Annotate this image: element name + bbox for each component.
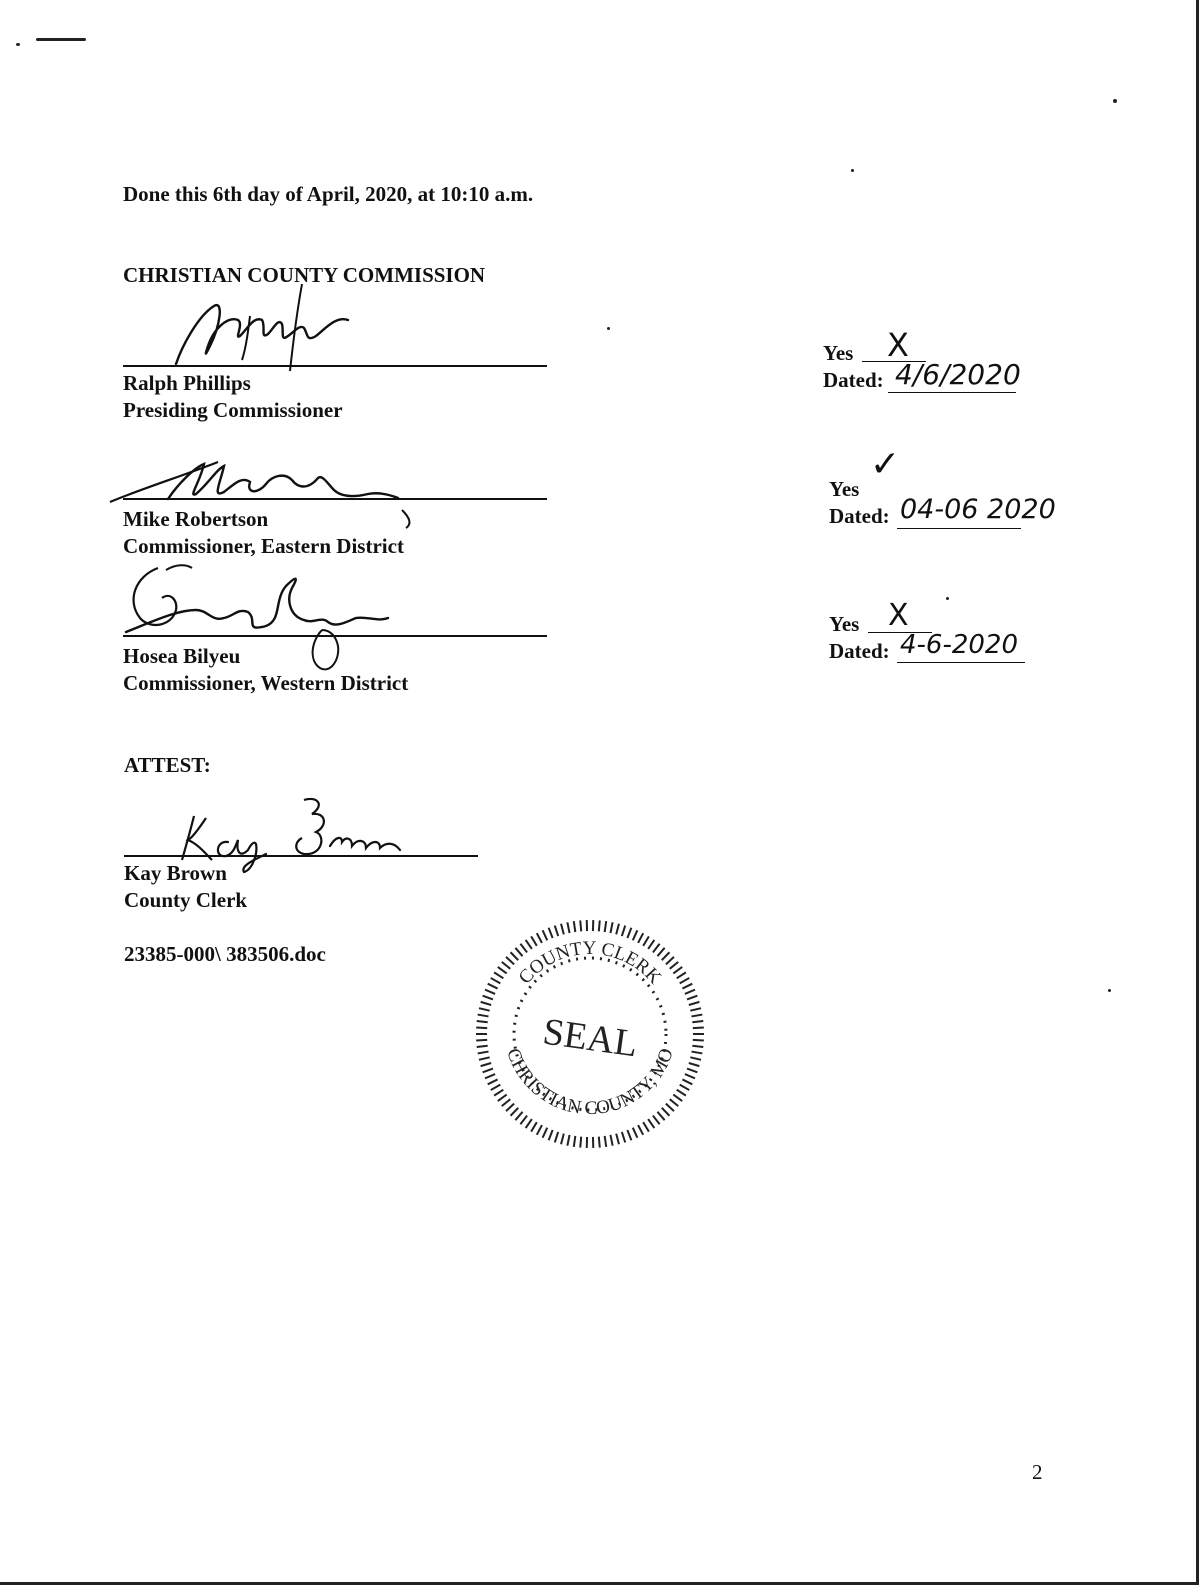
seal-tick (670, 1099, 679, 1106)
seal-tick (673, 967, 682, 973)
vote-mark: X (888, 598, 909, 633)
seal-tick (693, 1027, 704, 1028)
signature-line (123, 365, 547, 367)
seal-tick (476, 1027, 487, 1028)
seal-tick (670, 962, 679, 969)
seal-tick (643, 1122, 649, 1131)
seal-tick (502, 1099, 511, 1106)
dated-value: 4-6-2020 (900, 630, 1019, 660)
seal-tick (574, 1136, 576, 1147)
seal-tick (690, 1008, 701, 1010)
signatory-title: Commissioner, Eastern District (123, 534, 404, 558)
seal-tick (488, 1079, 498, 1084)
seal-tick (682, 1079, 692, 1084)
clerk-title: County Clerk (124, 888, 248, 912)
seal-tick (627, 928, 631, 938)
seal-tick (526, 940, 532, 949)
seal-tick (531, 936, 537, 945)
seal-tick (515, 948, 522, 956)
attest-label: ATTEST: (124, 753, 211, 777)
seal-tick (567, 922, 569, 933)
vote-yes-label: Yes (823, 341, 854, 365)
signatory-title: Commissioner, Western District (123, 671, 409, 695)
seal-tick (685, 990, 695, 994)
dated-underline (897, 528, 1021, 529)
signature-line (123, 635, 547, 637)
seal-tick (638, 933, 643, 943)
dated-value: 04-06 2020 (900, 494, 1056, 525)
seal-tick (555, 926, 558, 936)
seal-tick (690, 1057, 701, 1059)
seal-tick (662, 1108, 670, 1116)
seal-tick (491, 978, 501, 983)
seal-tick (479, 1057, 490, 1059)
seal-tick (692, 1021, 703, 1022)
signature-line (123, 498, 547, 500)
seal-tick (477, 1021, 488, 1022)
seal-tick (580, 1137, 581, 1148)
seal-tick (485, 990, 495, 994)
seal-tick (478, 1015, 489, 1017)
vote-mark: ✓ (870, 444, 901, 485)
seal-tick (574, 921, 576, 932)
seal-bottom-text: CHRISTIAN COUNTY, MO (502, 1045, 678, 1120)
scan-speck (36, 38, 86, 41)
seal-tick (549, 1130, 553, 1140)
vote-yes-label: Yes (829, 477, 860, 501)
dated-underline (897, 662, 1025, 663)
seal-tick (476, 1040, 487, 1041)
seal-tick (561, 924, 564, 935)
seal-tick (520, 944, 527, 953)
seal-tick (648, 1119, 654, 1128)
seal-tick (599, 1137, 600, 1148)
scan-speck (1113, 99, 1117, 103)
seal-tick (691, 1015, 702, 1017)
seal-tick (648, 940, 654, 949)
seal-tick (692, 1046, 703, 1047)
seal-tick (633, 930, 638, 940)
seal-tick (627, 1130, 631, 1140)
file-reference: 23385-000\ 383506.doc (124, 942, 326, 966)
seal-tick (693, 1040, 704, 1041)
seal-tick (511, 1108, 519, 1116)
seal-tick (502, 962, 511, 969)
seal-tick (633, 1128, 638, 1138)
seal-tick (488, 984, 498, 989)
dated-label: Dated: (829, 639, 890, 663)
signatory-name: Hosea Bilyeu (123, 644, 241, 668)
seal-tick (677, 1090, 686, 1096)
seal-tick (677, 972, 686, 978)
seal-tick (543, 930, 548, 940)
signature-phillips-icon (170, 276, 390, 376)
scan-speck (16, 43, 20, 46)
seal-tick (531, 1122, 537, 1131)
signatory-name: Mike Robertson (123, 507, 269, 531)
seal-top-text: COUNTY CLERK (514, 937, 666, 989)
seal-tick (673, 1095, 682, 1101)
seal-tick (543, 1128, 548, 1138)
seal-tick (555, 1132, 558, 1142)
seal-tick (653, 1116, 660, 1125)
seal-tick (478, 1052, 489, 1054)
seal-tick (687, 1069, 697, 1073)
scan-speck (607, 327, 610, 330)
seal-tick (506, 1104, 514, 1111)
seal-tick (498, 1095, 507, 1101)
seal-tick (491, 1085, 501, 1090)
seal-tick (680, 1085, 690, 1090)
dated-underline (888, 392, 1016, 393)
seal-tick (653, 944, 660, 953)
seal-tick (494, 1090, 503, 1096)
vote-mark: X (887, 326, 909, 364)
vote-yes-label: Yes (829, 612, 860, 636)
seal-tick (511, 952, 519, 960)
commission-heading: CHRISTIAN COUNTY COMMISSION (123, 263, 486, 287)
seal-tick (657, 948, 664, 956)
seal-tick (477, 1046, 488, 1047)
seal-tick (515, 1112, 522, 1120)
seal-tick (610, 922, 612, 933)
seal-tick (483, 996, 493, 1000)
page-number: 2 (1032, 1460, 1043, 1484)
seal-tick (599, 920, 600, 931)
seal-tick (567, 1135, 569, 1146)
signature-line (124, 855, 478, 857)
seal-tick (549, 928, 553, 938)
seal-tick (638, 1125, 643, 1135)
seal-tick (605, 921, 607, 932)
scan-speck (1108, 989, 1111, 992)
dated-label: Dated: (829, 504, 890, 528)
signatory-name: Ralph Phillips (123, 371, 251, 395)
seal-tick (616, 1134, 619, 1145)
seal-tick (610, 1135, 612, 1146)
seal-tick (643, 936, 649, 945)
seal-tick (580, 920, 581, 931)
seal-tick (691, 1052, 702, 1054)
seal-tick (616, 924, 619, 935)
seal-tick (666, 957, 674, 964)
seal-tick (622, 1132, 625, 1142)
signatory-title: Presiding Commissioner (123, 398, 343, 422)
scan-speck (946, 597, 949, 600)
seal-tick (537, 1125, 542, 1135)
dated-value: 4/6/2020 (895, 358, 1021, 391)
seal-tick (622, 926, 625, 936)
seal-tick (485, 1074, 495, 1078)
seal-tick (657, 1112, 664, 1120)
seal-center-text: SEAL (540, 1010, 641, 1066)
seal-tick (685, 1074, 695, 1078)
seal-tick (682, 984, 692, 989)
clerk-name: Kay Brown (124, 861, 227, 885)
seal-tick (506, 957, 514, 964)
seal-tick (561, 1134, 564, 1145)
seal-tick (481, 1063, 492, 1066)
seal-tick (666, 1104, 674, 1111)
dated-label: Dated: (823, 368, 884, 392)
seal-tick (494, 972, 503, 978)
seal-tick (479, 1008, 490, 1010)
seal-tick (526, 1119, 532, 1128)
seal-tick (689, 1002, 700, 1005)
seal-tick (687, 996, 697, 1000)
seal-tick (662, 952, 670, 960)
county-clerk-seal-icon (474, 918, 706, 1150)
seal-tick (605, 1136, 607, 1147)
seal-tick (483, 1069, 493, 1073)
seal-tick (498, 967, 507, 973)
done-line: Done this 6th day of April, 2020, at 10:10 a.m. (123, 182, 534, 206)
seal-tick (481, 1002, 492, 1005)
seal-tick (689, 1063, 700, 1066)
scan-speck (851, 169, 854, 172)
seal-tick (680, 978, 690, 983)
seal-tick (537, 933, 542, 943)
seal-tick (520, 1116, 527, 1125)
